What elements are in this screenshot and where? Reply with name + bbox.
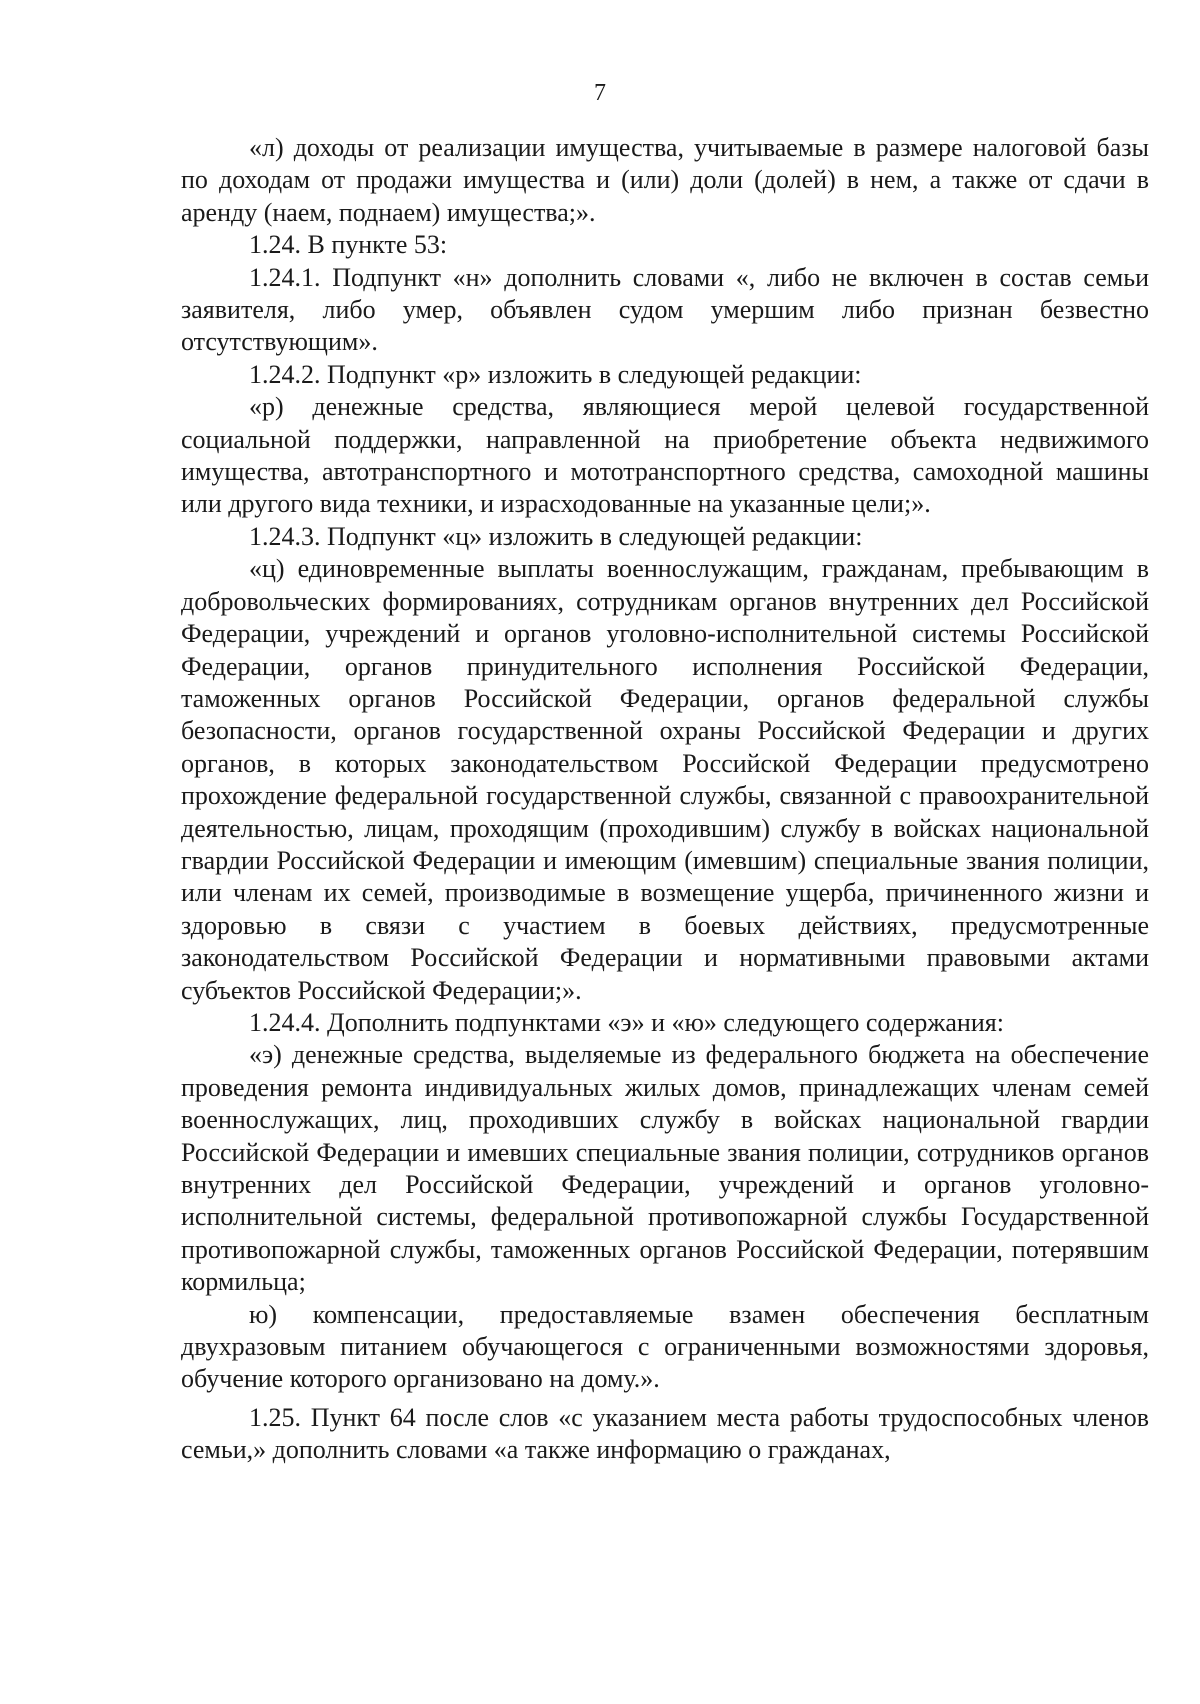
paragraph-9: «э) денежные средства, выделяемые из федерального бюджета на обеспечение проведения ремонта индивидуальных жилых домов, принадлежащих членам семей военнослужащих, лиц, проходивших службу в войсках национальной гвардии Российской Федерации и имевших специальные звания полиции, сотрудников органов внутренних дел Российской Федерации, учреждений и органов уголовно-исполнительной системы, федеральной противопожарной службы Государственной противопожарной службы, таможенных органов Российской Федерации, потерявшим кормильца; (181, 1040, 1149, 1297)
page-number: 7 (594, 80, 606, 106)
document-body (181, 132, 1149, 1467)
paragraph-8: 1.24.4. Дополнить подпунктами «э» и «ю» следующего содержания: (249, 1007, 1004, 1037)
paragraph-2: 1.24. В пункте 53: (249, 230, 448, 260)
paragraph-10: ю) компенсации, предоставляемые взамен обеспечения бесплатным двухразовым питанием обучающегося с ограниченными возможностями здоровья, обучение которого организовано на дому.». (181, 1299, 1149, 1394)
paragraph-7: «ц) единовременные выплаты военнослужащим, гражданам, пребывающим в добровольческих формированиях, сотрудникам органов внутренних дел Российской Федерации, учреждений и органов уголовно-исполнительной системы Российской Федерации, органов принудительного исполнения Российской Федерации, таможенных органов Российской Федерации, органов федеральной службы безопасности, органов государственной охраны Российской Федерации и других органов, в которых законодательством Российской Федерации предусмотрено прохождение федеральной государственной службы, связанной с правоохранительной деятельностью, лицам, проходящим (проходившим) службу в войсках национальной гвардии Российской Федерации и имеющим (имевшим) специальные звания полиции, или членам их семей, производимые в возмещение ущерба, причиненного жизни и здоровью в связи с участием в боевых действиях, предусмотренные законодательством Российской Федерации и нормативными правовыми актами субъектов Российской Федерации;». (181, 554, 1149, 1005)
paragraph-1: «л) доходы от реализации имущества, учитываемые в размере налоговой базы по доходам от продажи имущества и (или) доли (долей) в нем, а также от сдачи в аренду (наем, поднаем) имущества;». (181, 133, 1149, 227)
paragraph-6: 1.24.3. Подпункт «ц» изложить в следующей редакции: (249, 521, 863, 551)
paragraph-5: «р) денежные средства, являющиеся мерой целевой государственной социальной поддержки, направленной на приобретение объекта недвижимого имущества, автотранспортного и мототранспортного средства, самоходной машины или другого вида техники, и израсходованные на указанные цели;». (181, 392, 1149, 519)
paragraph-3: 1.24.1. Подпункт «н» дополнить словами «, либо не включен в состав семьи заявителя, либо умер, объявлен судом умершим либо признан безвестно отсутствующим». (181, 262, 1149, 357)
paragraph-11: 1.25. Пункт 64 после слов «с указанием места работы трудоспособных членов семьи,» дополнить словами «а также информацию о гражданах, (181, 1402, 1149, 1465)
paragraph-4: 1.24.2. Подпункт «р» изложить в следующей редакции: (249, 359, 862, 389)
